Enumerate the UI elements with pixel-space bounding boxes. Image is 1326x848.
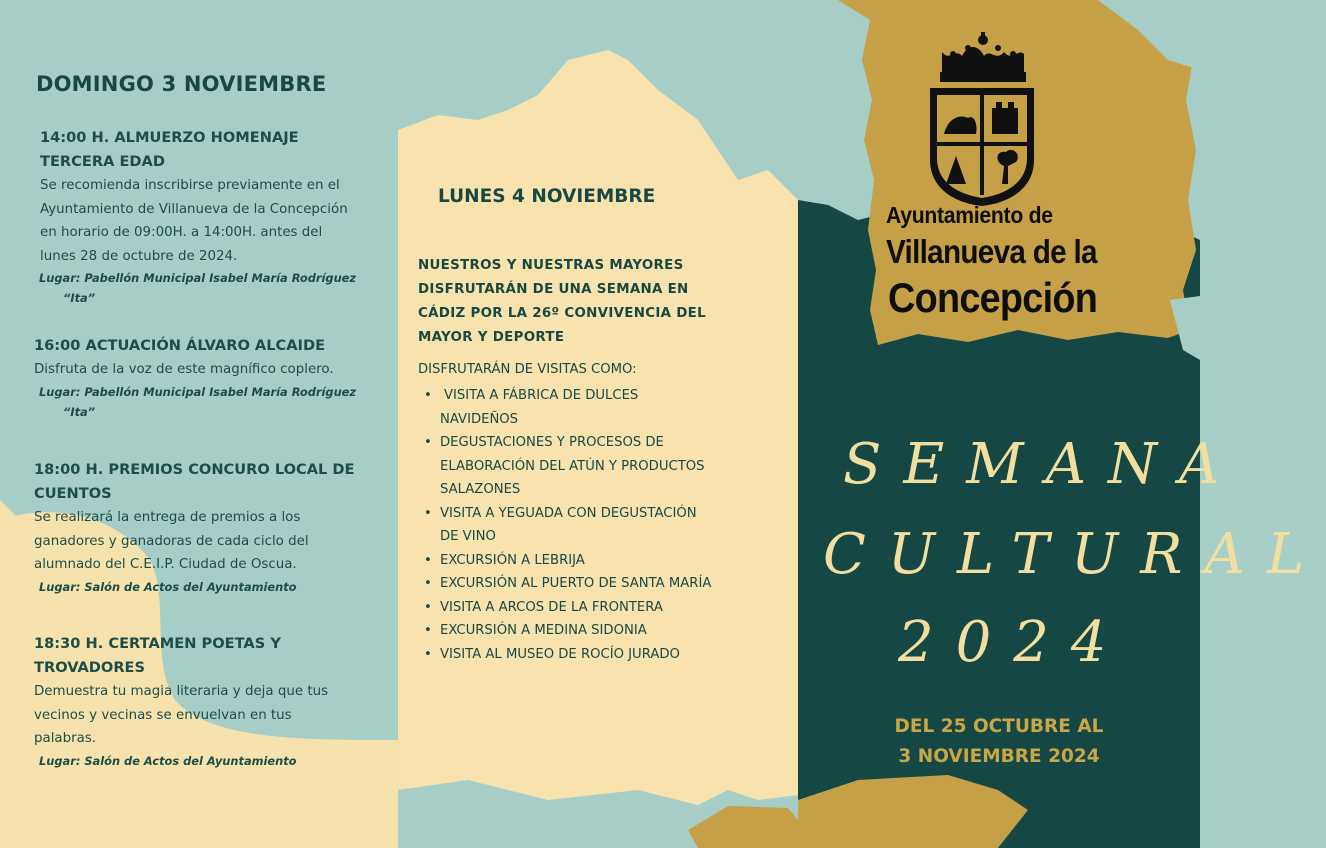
event-certamen-poetas: [34, 632, 384, 771]
item-line: NAVIDEÑOS: [440, 411, 519, 427]
desc-line: Se recomienda inscribirse previamente en el: [40, 178, 340, 193]
bullet-icon: •: [424, 435, 432, 450]
event-description: [40, 174, 384, 268]
item-line: VISITA AL MUSEO DE ROCÍO JURADO: [440, 646, 680, 662]
desc-line: Demuestra tu magia literaria y deja que tus: [34, 684, 329, 699]
desc-line: ganadores y ganadoras de cada ciclo del: [34, 533, 309, 549]
event-title: [34, 458, 384, 506]
left-panel: [0, 0, 398, 848]
list-item: [424, 549, 774, 573]
event-dates: [798, 712, 1200, 772]
place-line: Lugar: Salón de Actos del Ayuntamiento: [39, 753, 297, 768]
place-line: “Ita”: [63, 291, 96, 305]
event-place: [39, 577, 384, 597]
item-line: VISITA A ARCOS DE LA FRONTERA: [440, 599, 663, 615]
bullet-icon: •: [424, 552, 432, 568]
bullet-icon: •: [424, 576, 432, 591]
bullet-icon: •: [424, 505, 432, 521]
heading-line: MAYOR Y DEPORTE: [418, 330, 565, 345]
event-place: [39, 382, 384, 422]
desc-line: Ayuntamiento de Villanueva de la Concepción: [40, 201, 348, 217]
list-item: [424, 384, 774, 431]
bullet-icon: •: [424, 388, 432, 403]
list-item: [424, 643, 774, 667]
item-line: EXCURSIÓN A MEDINA SIDONIA: [440, 623, 647, 638]
place-line: “Ita”: [63, 404, 96, 419]
list-item: [424, 596, 774, 620]
item-line: ELABORACIÓN DEL ATÚN Y PRODUCTOS: [440, 458, 705, 474]
bullet-icon: •: [424, 599, 432, 615]
bullet-icon: •: [424, 623, 432, 638]
desc-line: Se realizará la entrega de premios a los: [34, 510, 301, 525]
cover-title-line-3: 2024: [898, 610, 1129, 675]
desc-line: lunes 28 de octubre de 2024.: [40, 248, 238, 264]
event-title-line: CUENTOS: [34, 485, 112, 502]
list-item: [424, 619, 774, 643]
coat-of-arms-icon: [850, 10, 1180, 210]
heading-line: NUESTROS Y NUESTRAS MAYORES: [418, 258, 684, 273]
event-title: [40, 126, 384, 174]
list-item: [424, 431, 774, 502]
day-title-domingo: DOMINGO 3 NOVIEMBRE: [36, 72, 327, 96]
event-description: [34, 358, 384, 382]
org-name-line-3: Concepción: [888, 274, 1098, 321]
desc-line: en horario de 09:00H. a 14:00H. antes del: [40, 225, 323, 240]
trip-heading: [418, 254, 748, 350]
item-line: EXCURSIÓN AL PUERTO DE SANTA MARÍA: [440, 576, 712, 591]
place-line: Lugar: Pabellón Municipal Isabel María Rodríguez: [39, 384, 357, 399]
dates-line-1: DEL 25 OCTUBRE AL: [894, 716, 1104, 737]
right-cover-panel: [798, 0, 1326, 848]
visits-intro: DISFRUTARÁN DE VISITAS COMO:: [418, 362, 637, 377]
event-premios-cuentos: [34, 458, 384, 597]
event-title: [34, 632, 384, 680]
org-name-line-1: Ayuntamiento de: [886, 202, 1053, 228]
desc-line: palabras.: [34, 731, 97, 746]
org-name-line-2: Villanueva de la: [886, 233, 1097, 270]
place-line: Lugar: Pabellón Municipal Isabel María Rodríguez: [39, 271, 357, 285]
heading-line: CÁDIZ POR LA 26º CONVIVENCIA DEL: [418, 306, 706, 321]
event-title-line: TROVADORES: [34, 659, 146, 676]
event-title-line: 18:00 H. PREMIOS CONCURO LOCAL DE: [34, 461, 355, 478]
event-actuacion: [34, 334, 384, 422]
item-line: EXCURSIÓN A LEBRIJA: [440, 552, 585, 568]
event-title-line: 16:00 ACTUACIÓN ÁLVARO ALCAIDE: [34, 337, 326, 354]
event-place: [39, 751, 384, 771]
item-line: SALAZONES: [440, 482, 521, 497]
day-title-lunes: LUNES 4 NOVIEMBRE: [438, 186, 656, 207]
event-title-line: TERCERA EDAD: [40, 153, 165, 170]
cover-title-line-2: CULTURAL: [823, 522, 1326, 587]
place-line: Lugar: Salón de Actos del Ayuntamiento: [39, 579, 297, 594]
item-line: DE VINO: [440, 529, 496, 544]
middle-panel: [398, 0, 798, 848]
event-title: [34, 334, 384, 358]
desc-line: vecinos y vecinas se envuelvan en tus: [34, 707, 292, 723]
list-item: [424, 502, 774, 549]
event-description: [34, 680, 384, 751]
desc-line: Disfruta de la voz de este magnífico coplero.: [34, 362, 334, 377]
list-item: [424, 572, 774, 596]
desc-line: alumnado del C.E.I.P. Ciudad de Oscua.: [34, 557, 297, 572]
item-line: DEGUSTACIONES Y PROCESOS DE: [440, 435, 664, 450]
event-place: [39, 268, 384, 308]
event-title-line: 18:30 H. CERTAMEN POETAS Y: [34, 635, 281, 652]
event-description: [34, 506, 384, 577]
dates-line-2: 3 NOVIEMBRE 2024: [898, 746, 1100, 767]
item-line: VISITA A YEGUADA CON DEGUSTACIÓN: [440, 505, 697, 521]
cover-title-line-1: SEMANA: [843, 432, 1242, 497]
event-title-line: 14:00 H. ALMUERZO HOMENAJE: [40, 129, 299, 146]
heading-line: DISFRUTARÁN DE UNA SEMANA EN: [418, 282, 689, 297]
bullet-icon: •: [424, 646, 432, 662]
event-almuerzo: [34, 126, 384, 308]
item-line: VISITA A FÁBRICA DE DULCES: [444, 388, 639, 403]
visits-list: [424, 384, 774, 666]
